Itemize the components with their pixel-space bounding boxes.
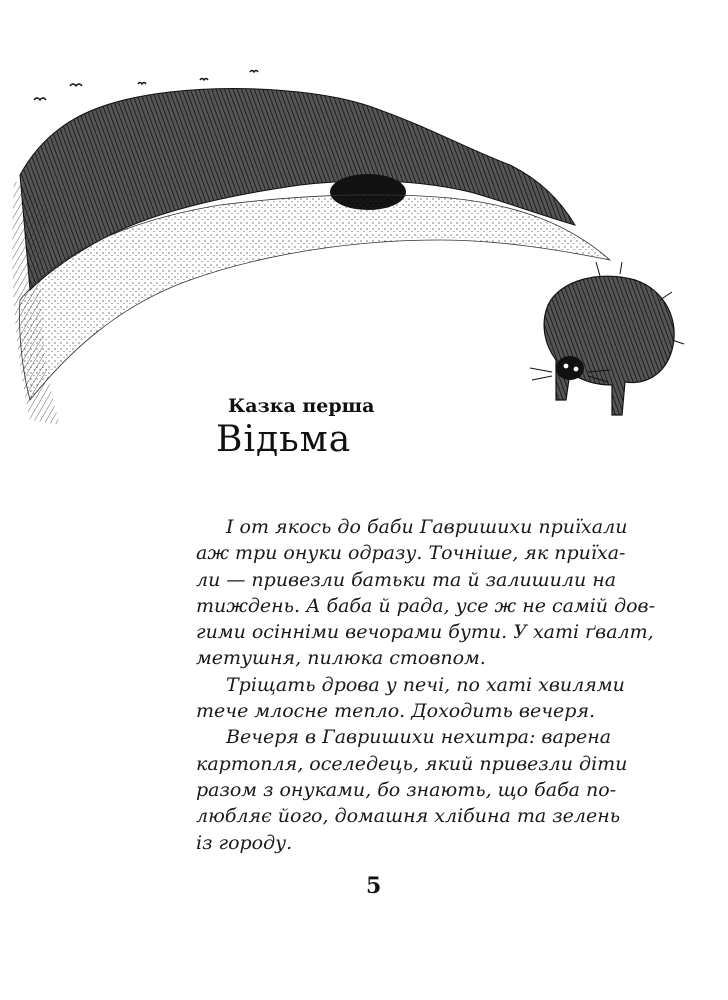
text-line: аж три онуки одразу. Точніше, як приїха- — [196, 542, 626, 565]
text-line: тече млосне тепло. Доходить вечеря. — [196, 700, 596, 723]
text-line: І от якось до баби Гавришихи приїхали — [226, 516, 628, 538]
text-line: картопля, оселедець, який привезли діти — [196, 752, 628, 775]
text-line: гими осінніми вечорами бути. У хаті ґвалт, — [196, 621, 654, 644]
text-line: Вечеря в Гавришихи нехитра: варена — [226, 726, 612, 749]
text-line: із городу. — [196, 831, 293, 854]
text-line: метушня, пилюка стовпом. — [196, 647, 486, 670]
page-number: 5 — [366, 873, 382, 899]
chapter-title: Відьма — [216, 419, 352, 460]
text-line: тиждень. А баба й рада, усе ж не самій дов- — [196, 594, 656, 617]
text-line: разом з онуками, бо знають, що баба по- — [196, 778, 617, 801]
cat-illustration — [530, 262, 684, 415]
text-line: любляє його, домашня хлібина та зелень — [196, 805, 621, 828]
story-text — [196, 514, 666, 856]
text-line: Тріщать дрова у печі, по хаті хвилями — [226, 673, 625, 696]
text-line: ли — привезли батьки та й залишили на — [196, 568, 617, 591]
chapter-label: Казка перша — [228, 395, 375, 417]
